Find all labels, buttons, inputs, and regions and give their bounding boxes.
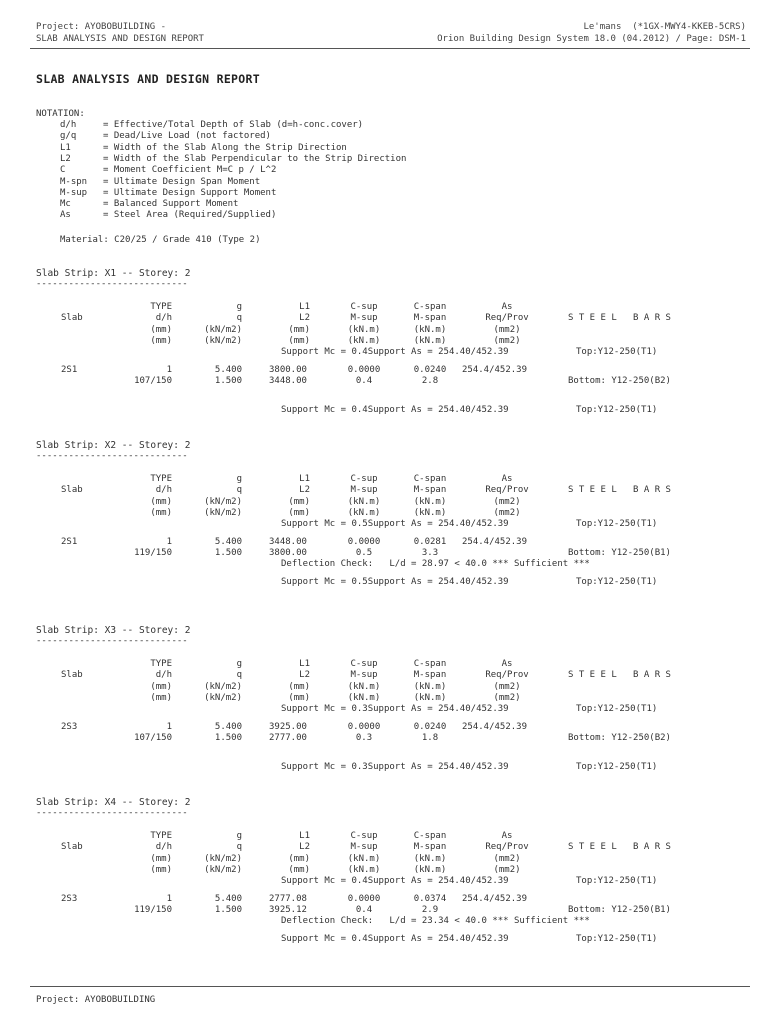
support-top-bars: Top:Y12-250(T1)	[576, 347, 658, 358]
header-license: Le'mans (*1GX-MWY4-KKEB-5CRS)	[583, 22, 746, 32]
col-header-type: (mm)	[150, 864, 172, 875]
col-header-g: (kN/m2)	[204, 692, 242, 703]
bottom-bars: Bottom: Y12-250(B2)	[568, 733, 671, 743]
coef-cspan: 0.0281	[413, 536, 447, 547]
support-top-bars: Top:Y12-250(T1)	[576, 933, 658, 944]
notation-description: = Balanced Support Moment	[103, 199, 239, 210]
load-q: 1.500	[214, 733, 242, 743]
col-header-g: (kN/m2)	[204, 507, 242, 518]
notation-symbol: L2	[60, 153, 71, 164]
col-header-as: (mm2)	[493, 507, 521, 518]
support-line: Support Mc = 0.5Support As = 254.40/452.39	[281, 576, 509, 587]
strip-title: Slab Strip: X3 -- Storey: 2	[36, 625, 191, 636]
moment-mspan: 3.3	[421, 548, 439, 558]
coef-cspan: 0.0240	[413, 364, 447, 375]
col-header-g: q	[236, 842, 242, 853]
col-header-steel-bars: S T E E L B A R S	[568, 313, 671, 324]
support-line: Support Mc = 0.3Support As = 254.40/452.39	[281, 704, 509, 715]
col-header-steel-bars: S T E E L B A R S	[568, 485, 671, 496]
col-header-l: (mm)	[288, 335, 310, 346]
col-header-type: TYPE	[150, 302, 172, 312]
col-header-l: (mm)	[288, 864, 310, 875]
col-header-csup: M-sup	[350, 313, 378, 324]
col-header-g: g	[236, 474, 242, 484]
col-header-csup: M-sup	[350, 485, 378, 496]
col-header-as: (mm2)	[493, 496, 521, 507]
col-header-type: d/h	[155, 313, 172, 324]
col-header-type: (mm)	[150, 692, 172, 703]
support-line: Support Mc = 0.4Support As = 254.40/452.39	[281, 347, 509, 358]
col-header-as: As	[501, 302, 513, 312]
slab-id: 2S3	[61, 893, 78, 904]
col-header-csup: (kN.m)	[347, 496, 381, 507]
notation-symbol: d/h	[60, 120, 77, 130]
col-header-l: (mm)	[288, 324, 310, 335]
support-line: Support Mc = 0.5Support As = 254.40/452.39	[281, 519, 509, 530]
col-header-cspan: M-span	[413, 485, 447, 496]
span-l2: 2777.00	[269, 733, 307, 743]
col-header-l: L1	[299, 659, 310, 669]
deflection-check: Deflection Check: L/d = 28.97 < 40.0 *** Sufficient ***	[281, 559, 590, 570]
slab-type: 1	[166, 364, 172, 375]
support-line: Support Mc = 0.4Support As = 254.40/452.39	[281, 404, 509, 415]
span-l1: 3800.00	[269, 364, 307, 375]
col-header-g: q	[236, 670, 242, 681]
col-header-g: (kN/m2)	[204, 324, 242, 335]
col-header-cspan: (kN.m)	[413, 864, 447, 875]
strip-underline: ----------------------------	[36, 636, 188, 646]
notation-description: = Dead/Live Load (not factored)	[103, 131, 271, 142]
deflection-check: Deflection Check: L/d = 23.34 < 40.0 *** Sufficient ***	[281, 916, 590, 927]
col-header-l: L2	[299, 670, 310, 681]
coef-csup: 0.0000	[347, 364, 381, 375]
col-header-g: (kN/m2)	[204, 681, 242, 692]
span-l2: 3800.00	[269, 548, 307, 558]
col-header-cspan: (kN.m)	[413, 324, 447, 335]
col-header-as: Req/Prov	[485, 313, 529, 324]
col-header-type: TYPE	[150, 474, 172, 484]
load-q: 1.500	[214, 376, 242, 386]
col-header-cspan: (kN.m)	[413, 496, 447, 507]
steel-area: 254.4/452.39	[462, 536, 528, 547]
notation-description: = Steel Area (Required/Supplied)	[103, 210, 277, 221]
col-header-as: Req/Prov	[485, 842, 529, 853]
notation-symbol: M-spn	[60, 176, 88, 187]
strip-title: Slab Strip: X1 -- Storey: 2	[36, 268, 191, 279]
coef-cspan: 0.0240	[413, 721, 447, 732]
col-header-csup: C-sup	[350, 659, 378, 669]
strip-underline: ----------------------------	[36, 808, 188, 818]
notation-description: = Ultimate Design Support Moment	[103, 187, 277, 198]
load-g: 5.400	[214, 536, 242, 547]
notation-description: = Moment Coefficient M=C p / L^2	[103, 165, 277, 176]
col-header-g: (kN/m2)	[204, 864, 242, 875]
col-header-cspan: C-span	[413, 831, 447, 841]
col-header-as: (mm2)	[493, 853, 521, 864]
col-header-as: (mm2)	[493, 864, 521, 875]
col-header-slab: Slab	[61, 842, 83, 853]
col-header-csup: (kN.m)	[347, 335, 381, 346]
coef-csup: 0.0000	[347, 721, 381, 732]
col-header-cspan: (kN.m)	[413, 853, 447, 864]
span-l2: 3925.12	[269, 905, 307, 915]
notation-description: = Width of the Slab Perpendicular to the Strip Direction	[103, 153, 407, 164]
col-header-as: Req/Prov	[485, 485, 529, 496]
bottom-bars: Bottom: Y12-250(B2)	[568, 376, 671, 386]
col-header-cspan: M-span	[413, 670, 447, 681]
col-header-l: (mm)	[288, 681, 310, 692]
slab-type: 1	[166, 536, 172, 547]
header-divider	[30, 48, 750, 49]
footer-project: Project: AYOBOBUILDING	[36, 995, 156, 1005]
col-header-as: As	[501, 659, 513, 669]
col-header-csup: C-sup	[350, 474, 378, 484]
col-header-csup: (kN.m)	[347, 681, 381, 692]
notation-symbol: M-sup	[60, 187, 88, 198]
header-project: Project: AYOBOBUILDING -	[36, 22, 167, 32]
col-header-cspan: (kN.m)	[413, 681, 447, 692]
support-top-bars: Top:Y12-250(T1)	[576, 519, 658, 530]
col-header-cspan: (kN.m)	[413, 335, 447, 346]
span-l2: 3448.00	[269, 376, 307, 386]
col-header-g: (kN/m2)	[204, 496, 242, 507]
span-l1: 3448.00	[269, 536, 307, 547]
load-q: 1.500	[214, 905, 242, 915]
support-top-bars: Top:Y12-250(T1)	[576, 404, 658, 415]
col-header-l: L1	[299, 474, 310, 484]
col-header-steel-bars: S T E E L B A R S	[568, 670, 671, 681]
col-header-as: As	[501, 474, 513, 484]
strip-title: Slab Strip: X4 -- Storey: 2	[36, 797, 191, 808]
col-header-type: (mm)	[150, 324, 172, 335]
load-g: 5.400	[214, 721, 242, 732]
strip-title: Slab Strip: X2 -- Storey: 2	[36, 440, 191, 451]
col-header-csup: M-sup	[350, 842, 378, 853]
col-header-type: d/h	[155, 485, 172, 496]
col-header-g: q	[236, 313, 242, 324]
col-header-slab: Slab	[61, 313, 83, 324]
notation-heading: NOTATION:	[36, 109, 85, 119]
col-header-l: L2	[299, 842, 310, 853]
col-header-slab: Slab	[61, 485, 83, 496]
moment-msup: 0.3	[355, 733, 373, 743]
col-header-csup: C-sup	[350, 302, 378, 312]
col-header-l: L1	[299, 831, 310, 841]
header-software-page: Orion Building Design System 18.0 (04.2012) / Page: DSM-1	[437, 34, 746, 44]
header-report-name: SLAB ANALYSIS AND DESIGN REPORT	[36, 34, 204, 44]
load-g: 5.400	[214, 364, 242, 375]
col-header-type: (mm)	[150, 496, 172, 507]
load-g: 5.400	[214, 893, 242, 904]
notation-symbol: As	[60, 210, 71, 221]
col-header-cspan: M-span	[413, 842, 447, 853]
span-l1: 3925.00	[269, 721, 307, 732]
col-header-g: g	[236, 659, 242, 669]
col-header-cspan: C-span	[413, 659, 447, 669]
strip-underline: ----------------------------	[36, 451, 188, 461]
col-header-steel-bars: S T E E L B A R S	[568, 842, 671, 853]
col-header-as: (mm2)	[493, 324, 521, 335]
col-header-type: TYPE	[150, 831, 172, 841]
notation-description: = Ultimate Design Span Moment	[103, 176, 261, 187]
strip-underline: ----------------------------	[36, 279, 188, 289]
col-header-l: L1	[299, 302, 310, 312]
col-header-csup: (kN.m)	[347, 324, 381, 335]
slab-type: 1	[166, 893, 172, 904]
col-header-type: d/h	[155, 842, 172, 853]
slab-dh: 107/150	[134, 376, 172, 386]
col-header-g: g	[236, 302, 242, 312]
col-header-type: d/h	[155, 670, 172, 681]
col-header-l: (mm)	[288, 692, 310, 703]
page-title: SLAB ANALYSIS AND DESIGN REPORT	[36, 72, 260, 86]
steel-area: 254.4/452.39	[462, 364, 528, 375]
slab-dh: 119/150	[134, 905, 172, 915]
coef-csup: 0.0000	[347, 893, 381, 904]
steel-area: 254.4/452.39	[462, 721, 528, 732]
col-header-cspan: C-span	[413, 302, 447, 312]
support-line: Support Mc = 0.4Support As = 254.40/452.39	[281, 933, 509, 944]
col-header-as: Req/Prov	[485, 670, 529, 681]
support-line: Support Mc = 0.4Support As = 254.40/452.39	[281, 876, 509, 887]
moment-msup: 0.4	[355, 905, 373, 915]
moment-msup: 0.4	[355, 376, 373, 386]
col-header-csup: (kN.m)	[347, 864, 381, 875]
col-header-l: L2	[299, 485, 310, 496]
col-header-as: (mm2)	[493, 681, 521, 692]
coef-cspan: 0.0374	[413, 893, 447, 904]
col-header-csup: (kN.m)	[347, 692, 381, 703]
col-header-csup: (kN.m)	[347, 507, 381, 518]
col-header-as: (mm2)	[493, 692, 521, 703]
notation-description: = Effective/Total Depth of Slab (d=h-conc.cover)	[103, 120, 364, 130]
col-header-type: (mm)	[150, 681, 172, 692]
bottom-bars: Bottom: Y12-250(B1)	[568, 905, 671, 915]
moment-mspan: 2.8	[421, 376, 439, 386]
col-header-cspan: M-span	[413, 313, 447, 324]
notation-symbol: g/q	[60, 131, 77, 142]
support-top-bars: Top:Y12-250(T1)	[576, 704, 658, 715]
col-header-csup: C-sup	[350, 831, 378, 841]
col-header-type: TYPE	[150, 659, 172, 669]
col-header-type: (mm)	[150, 853, 172, 864]
col-header-l: L2	[299, 313, 310, 324]
slab-dh: 107/150	[134, 733, 172, 743]
col-header-cspan: (kN.m)	[413, 507, 447, 518]
col-header-type: (mm)	[150, 507, 172, 518]
slab-dh: 119/150	[134, 548, 172, 558]
slab-id: 2S1	[61, 536, 78, 547]
slab-id: 2S3	[61, 721, 78, 732]
material-line: Material: C20/25 / Grade 410 (Type 2)	[60, 235, 261, 245]
support-line: Support Mc = 0.3Support As = 254.40/452.39	[281, 761, 509, 772]
load-q: 1.500	[214, 548, 242, 558]
col-header-cspan: (kN.m)	[413, 692, 447, 703]
span-l1: 2777.08	[269, 893, 307, 904]
col-header-l: (mm)	[288, 507, 310, 518]
coef-csup: 0.0000	[347, 536, 381, 547]
moment-mspan: 1.8	[421, 733, 439, 743]
col-header-as: (mm2)	[493, 335, 521, 346]
col-header-csup: M-sup	[350, 670, 378, 681]
col-header-csup: (kN.m)	[347, 853, 381, 864]
col-header-type: (mm)	[150, 335, 172, 346]
col-header-g: g	[236, 831, 242, 841]
support-top-bars: Top:Y12-250(T1)	[576, 576, 658, 587]
notation-description: = Width of the Slab Along the Strip Direction	[103, 142, 347, 153]
slab-type: 1	[166, 721, 172, 732]
support-top-bars: Top:Y12-250(T1)	[576, 876, 658, 887]
footer-divider	[30, 986, 750, 987]
col-header-g: q	[236, 485, 242, 496]
slab-id: 2S1	[61, 364, 78, 375]
col-header-cspan: C-span	[413, 474, 447, 484]
col-header-l: (mm)	[288, 496, 310, 507]
support-top-bars: Top:Y12-250(T1)	[576, 761, 658, 772]
notation-symbol: C	[60, 165, 66, 176]
bottom-bars: Bottom: Y12-250(B1)	[568, 548, 671, 558]
steel-area: 254.4/452.39	[462, 893, 528, 904]
col-header-l: (mm)	[288, 853, 310, 864]
moment-mspan: 2.9	[421, 905, 439, 915]
col-header-g: (kN/m2)	[204, 335, 242, 346]
col-header-as: As	[501, 831, 513, 841]
notation-symbol: Mc	[60, 199, 71, 210]
col-header-g: (kN/m2)	[204, 853, 242, 864]
col-header-slab: Slab	[61, 670, 83, 681]
moment-msup: 0.5	[355, 548, 373, 558]
notation-symbol: L1	[60, 142, 71, 153]
